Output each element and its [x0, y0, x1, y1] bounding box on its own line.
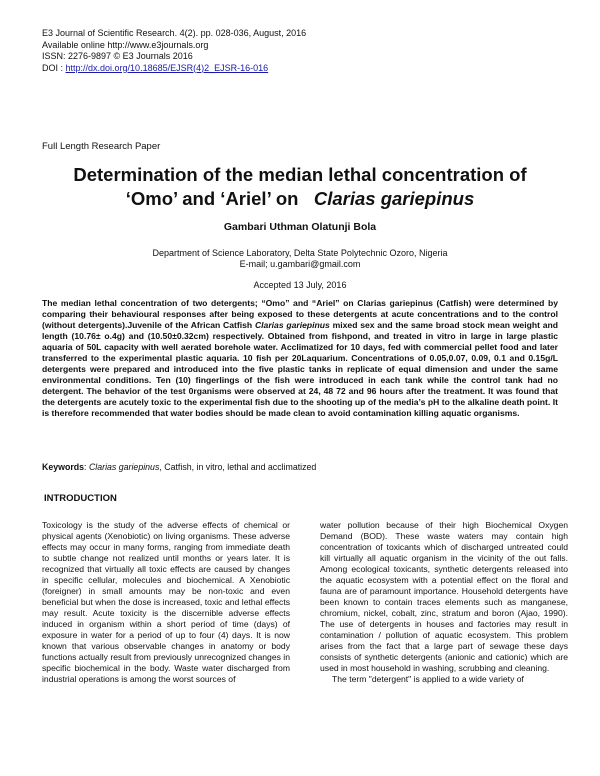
keywords-species: Clarias gariepinus	[88, 462, 160, 472]
intro-paragraph-3: The term "detergent" is applied to a wide variety of	[332, 674, 524, 684]
accepted-date: Accepted 13 July, 2016	[253, 280, 347, 290]
title-line-2-prefix: ‘Omo’ and ‘Ariel’ on	[125, 188, 314, 209]
title-line-1: Determination of the median lethal concentration of	[73, 164, 527, 185]
journal-online: Available online http://www.e3journals.org	[42, 39, 209, 50]
abstract-part-2: mixed sex and the same broad stock mean weight and length (10.76± o.4g) and (10.50±0.32cm) respectively. Obtained from fishpond, and treated in vitro in large in large plastic aquaria of 50L capacity with well aerated borehole water. Acclimatized for 10 days, fed with commercial pellet food and later transferred to the experimental plastic aquaria. 10 fish per 20Laquarium. Concentrations of 0.05,0.07, 0.09, 0.1 and 0.15g/L detergents were prepared and introduced into the five plastic tanks in replicate of equal dimension and under the same environmental conditions. Ten (10) fingerlings of the fish were introduced in each tank while the control tank had no detergent. The behavior of the test 0rganisms were observed at 24, 48 72 and 96 hours after the treatment. It was found that the detergents are acutely toxic to the experimental fish due to the shooting up of the media’s pH to the alkaline death point. It is therefore recommended that water bodies should be made clean to avoid contamination killing aquatic organisms.	[42, 320, 559, 418]
intro-paragraph-1: Toxicology is the study of the adverse effects of chemical or physical agents (Xenobiotic) on living organisms. These adverse effects may occur in many forms, ranging from immediate death to subtle change not realized until months or years later. It is recognized that virtually all toxic effects are caused by changes in specific cellular, molecules and biochemical. A Xenobiotic (foreigner) in small amounts may be non-toxic and even beneficial but when the dose is increased, toxic and lethal effects may result. Acute toxicity is the discernible adverse effects induced in organism within a short period of time (days) of exposure in water for a period of up to four (4) days. It is now known that various observable changes in anatomy or body functions actually result from previously unrecognized changes in specific biochemical in the body. Waste water discharged from industrial operations is among the worst sources of	[42, 520, 290, 684]
abstract-part-1: The median lethal concentration of two detergents; “Omo” and “Ariel” on Clarias gariepinus (Catfish) were determined by comparing their behavioural responses after being exposed to these detergents at acute concentrations and to the control (without detergents).Juvenile of the African Catfish	[42, 298, 558, 330]
title-species: Clarias gariepinus	[313, 188, 475, 209]
affiliation	[0, 248, 600, 270]
paper-title	[20, 163, 580, 211]
journal-issn: ISSN: 2276-9897 © E3 Journals 2016	[42, 51, 193, 61]
introduction-heading: INTRODUCTION	[44, 493, 117, 504]
affiliation-email: E-mail; u.gambari@gmail.com	[239, 259, 361, 269]
intro-paragraph-2: water pollution because of their high Biochemical Oxygen Demand (BOD). These waste waters may contain high concentration of toxicants which of discharged untreated could kill virtually all aquatic organism in the vicinity of the out falls. Among ecological toxicants, synthetic detergents released into the aquatic ecosystem with a potential effect on the floral and fauna are of paramount importance. Household detergents have been known to contain traces elements such as manganese, chromium, nickel, cobalt, zinc, stratum and boron (Ajao, 1990). The use of detergents in houses and factories may result in contamination / pollution of aquatic ecosystem. This problem arises from the fact that a large part of sewage these days consists of synthetic detergents (anionic and cationic) which are used in most household in washing, scrubbing and cleaning.	[320, 520, 568, 673]
affiliation-department: Department of Science Laboratory, Delta State Polytechnic Ozoro, Nigeria	[152, 248, 448, 258]
introduction-right-column	[320, 520, 568, 685]
abstract-species: Clarias gariepinus	[254, 320, 330, 330]
abstract	[42, 298, 558, 419]
keywords	[42, 462, 558, 472]
journal-doi	[42, 63, 306, 75]
paper-type: Full Length Research Paper	[42, 141, 161, 152]
author-name: Gambari Uthman Olatunji Bola	[223, 221, 377, 233]
introduction-left-column	[42, 520, 290, 685]
journal-header	[42, 28, 306, 74]
doi-label: DOI :	[42, 62, 66, 73]
keywords-rest: , Catfish, in vitro, lethal and acclimatized	[159, 462, 317, 472]
title-line-2	[20, 187, 580, 211]
journal-citation: E3 Journal of Scientific Research. 4(2). pp. 028-036, August, 2016	[42, 28, 307, 38]
doi-link[interactable]: http://dx.doi.org/10.18685/EJSR(4)2_EJSR-16-016	[65, 62, 269, 73]
keywords-label: Keywords	[42, 462, 85, 472]
keywords-sep: :	[84, 462, 89, 472]
